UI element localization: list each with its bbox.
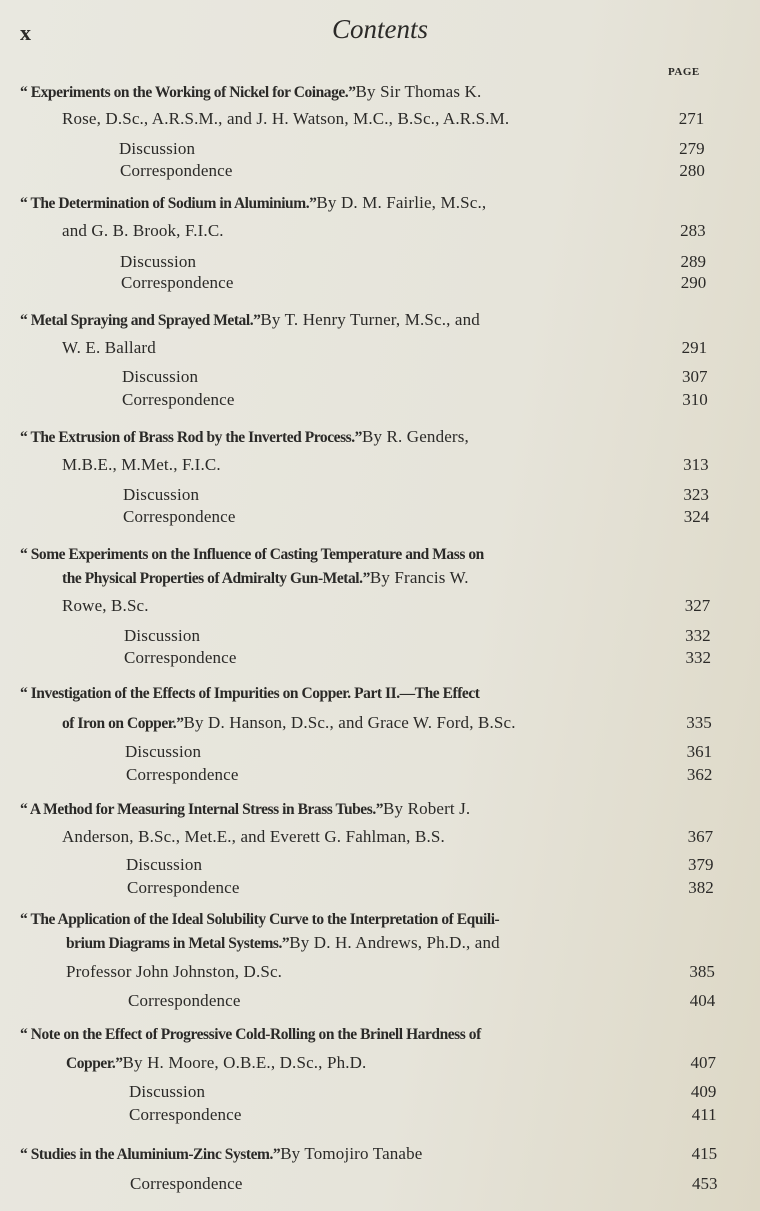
sub-entry-correspondence — [121, 266, 707, 292]
entry-title-line — [20, 544, 710, 566]
dot-leader — [164, 331, 663, 353]
sub-entry-discussion — [124, 619, 711, 645]
article-title: “ A Method for Measuring Internal Stress in Brass Tubes.” — [20, 801, 384, 818]
article-authors: By R. Genders, — [361, 427, 469, 446]
sub-entry-label: Correspondence — [121, 273, 234, 292]
entry-continuation-line — [62, 589, 711, 615]
entry-continuation-line — [62, 706, 712, 732]
dot-leader — [213, 1075, 672, 1097]
article-title: “ Investigation of the Effects of Impurities on Copper. Part II.—The Effect — [20, 685, 480, 702]
article-title: “ Note on the Effect of Progressive Cold-Rolling on the Brinell Hardness of — [20, 1026, 481, 1043]
entry-title-line — [20, 909, 714, 931]
dot-leader — [250, 1098, 673, 1120]
article-authors: W. E. Ballard — [62, 338, 156, 357]
sub-entry-label: Discussion — [123, 485, 200, 504]
article-title: brium Diagrams in Metal Systems.” — [66, 935, 290, 952]
entry-continuation-line — [62, 102, 705, 128]
article-authors: By D. M. Fairlie, M.Sc., — [316, 193, 487, 212]
sub-entry-discussion — [122, 360, 708, 386]
sub-entry-label: Correspondence — [130, 1174, 243, 1193]
page-number: 362 — [686, 765, 713, 784]
dot-leader — [245, 641, 667, 663]
page-number: 271 — [678, 109, 705, 128]
entry-continuation-line — [62, 820, 714, 846]
sub-entry-discussion — [123, 478, 709, 504]
page-number: 404 — [689, 991, 716, 1010]
entry-continuation-line — [62, 448, 709, 474]
page-number: 327 — [684, 596, 711, 615]
entry-continuation-line — [66, 1046, 716, 1072]
page-number: 323 — [683, 485, 709, 504]
article-authors: Professor John Johnston, D.Sc. — [66, 962, 283, 981]
sub-entry-label: Discussion — [120, 252, 197, 271]
page-number: 411 — [691, 1105, 717, 1124]
page-number: 407 — [690, 1053, 716, 1072]
dot-leader — [209, 735, 668, 757]
article-authors: By Robert J. — [383, 799, 471, 818]
article-title: the Physical Properties of Admiralty Gun-Metal.” — [62, 570, 370, 587]
dot-leader — [232, 214, 662, 236]
sub-entry-label: Correspondence — [129, 1105, 242, 1124]
article-authors: By T. Henry Turner, M.Sc., and — [260, 310, 480, 329]
entry-title-line — [20, 192, 705, 214]
dot-leader — [290, 955, 671, 977]
entry-title-line — [20, 1137, 718, 1163]
page-number: 289 — [680, 252, 707, 271]
page-number: 361 — [686, 742, 713, 761]
article-authors: Anderson, B.Sc., Met.E., and Everett G. Fahlman, B.S. — [62, 827, 445, 846]
dot-leader — [206, 360, 663, 382]
dot-leader — [157, 589, 667, 611]
sub-entry-label: Discussion — [119, 139, 196, 158]
article-title: “ Some Experiments on the Influence of Casting Temperature and Mass on — [20, 546, 484, 563]
sub-entry-label: Discussion — [129, 1082, 206, 1101]
dot-leader — [374, 1046, 672, 1068]
dot-leader — [251, 1167, 674, 1189]
sub-entry-correspondence — [124, 641, 711, 667]
sub-entry-label: Correspondence — [127, 878, 240, 897]
sub-entry-correspondence — [126, 758, 713, 784]
page-number: 324 — [683, 507, 710, 526]
page-number: 307 — [681, 367, 708, 386]
dot-leader — [249, 984, 672, 1006]
sub-entry-label: Correspondence — [128, 991, 241, 1010]
sub-entry-discussion — [120, 245, 707, 271]
running-title: Contents — [331, 14, 428, 44]
article-authors: and G. B. Brook, F.I.C. — [62, 221, 224, 240]
dot-leader — [241, 154, 661, 176]
dot-leader — [453, 820, 669, 842]
page-number: 379 — [688, 855, 714, 874]
article-authors: By Sir Thomas K. — [355, 82, 482, 101]
sub-entry-label: Discussion — [122, 367, 199, 386]
page-number: 335 — [686, 713, 712, 732]
entry-title-line — [20, 309, 707, 331]
entry-title-line — [20, 81, 704, 103]
dot-leader — [204, 245, 662, 267]
sub-entry-discussion — [119, 132, 705, 158]
page-number: 279 — [679, 139, 705, 158]
entry-continuation-line — [62, 331, 708, 357]
sub-entry-label: Correspondence — [122, 390, 235, 409]
sub-entry-correspondence — [129, 1098, 717, 1124]
page-number: 453 — [691, 1174, 718, 1193]
sub-entry-label: Correspondence — [124, 648, 237, 667]
article-title: “ Studies in the Aluminium-Zinc System.” — [20, 1146, 281, 1163]
sub-entry-label: Discussion — [126, 855, 203, 874]
page-number: 382 — [688, 878, 714, 897]
sub-entry-discussion — [129, 1075, 717, 1101]
dot-leader — [208, 619, 667, 641]
article-title: “ The Application of the Ideal Solubility Curve to the Interpretation of Equili- — [20, 911, 500, 928]
sub-entry-correspondence — [128, 984, 716, 1010]
sub-entry-label: Discussion — [125, 742, 202, 761]
page-number: 283 — [680, 221, 706, 240]
article-title: Copper.” — [66, 1055, 123, 1072]
sub-entry-correspondence — [127, 871, 714, 897]
page-number: 291 — [681, 338, 708, 357]
entry-title-line — [20, 683, 711, 705]
page-number: 409 — [690, 1082, 717, 1101]
dot-leader — [203, 132, 661, 154]
entry-title-line — [20, 1024, 716, 1046]
sub-entry-discussion — [125, 735, 713, 761]
sub-entry-label: Correspondence — [126, 765, 239, 784]
article-authors: By H. Moore, O.B.E., D.Sc., Ph.D. — [122, 1053, 367, 1072]
dot-leader — [242, 266, 663, 288]
page-number: 313 — [683, 455, 709, 474]
page-folio: x — [20, 20, 31, 45]
page-number: 280 — [679, 161, 705, 180]
article-authors: Rose, D.Sc., A.R.S.M., and J. H. Watson, M.C., B.Sc., A.R.S.M. — [62, 109, 510, 128]
page-number: 415 — [691, 1144, 718, 1163]
entry-continuation-line — [66, 955, 715, 981]
sub-entry-correspondence — [123, 500, 710, 526]
page-number: 367 — [687, 827, 714, 846]
article-title: “ The Extrusion of Brass Rod by the Inverted Process.” — [20, 429, 362, 446]
sub-entry-correspondence — [120, 154, 705, 180]
dot-leader — [524, 706, 668, 728]
sub-entry-label: Correspondence — [123, 507, 236, 526]
sub-entry-discussion — [126, 848, 714, 874]
article-authors: M.B.E., M.Met., F.I.C. — [62, 455, 221, 474]
entry-continuation-line — [66, 932, 715, 954]
entry-title-line — [20, 426, 708, 448]
article-authors: By Tomojiro Tanabe — [280, 1144, 423, 1163]
page-number: 385 — [689, 962, 715, 981]
article-authors: By D. Hanson, D.Sc., and Grace W. Ford, B.Sc. — [183, 713, 516, 732]
dot-leader — [229, 448, 665, 470]
sub-entry-label: Correspondence — [120, 161, 233, 180]
page-number: 310 — [682, 390, 708, 409]
article-title: “ Experiments on the Working of Nickel for Coinage.” — [20, 84, 356, 101]
dot-leader — [210, 848, 669, 870]
entry-continuation-line — [62, 214, 706, 240]
sub-entry-label: Discussion — [124, 626, 201, 645]
sub-entry-correspondence — [130, 1167, 718, 1193]
article-authors: By D. H. Andrews, Ph.D., and — [289, 933, 500, 952]
article-title: “ Metal Spraying and Sprayed Metal.” — [20, 312, 261, 329]
article-title: of Iron on Copper.” — [62, 715, 184, 732]
dot-leader — [430, 1137, 673, 1159]
dot-leader — [244, 500, 666, 522]
dot-leader — [248, 871, 670, 893]
article-title: “ The Determination of Sodium in Aluminium.” — [20, 195, 317, 212]
page-column-label: PAGE — [668, 66, 700, 78]
article-authors: By Francis W. — [369, 568, 469, 587]
dot-leader — [247, 758, 669, 780]
dot-leader — [517, 102, 660, 124]
entry-title-line — [20, 798, 713, 820]
page-number: 332 — [685, 626, 711, 645]
article-authors: Rowe, B.Sc. — [62, 596, 149, 615]
page-number: 332 — [685, 648, 711, 667]
sub-entry-correspondence — [122, 383, 708, 409]
dot-leader — [243, 383, 664, 405]
page-number: 290 — [680, 273, 707, 292]
entry-continuation-line — [62, 567, 710, 589]
dot-leader — [207, 478, 665, 500]
